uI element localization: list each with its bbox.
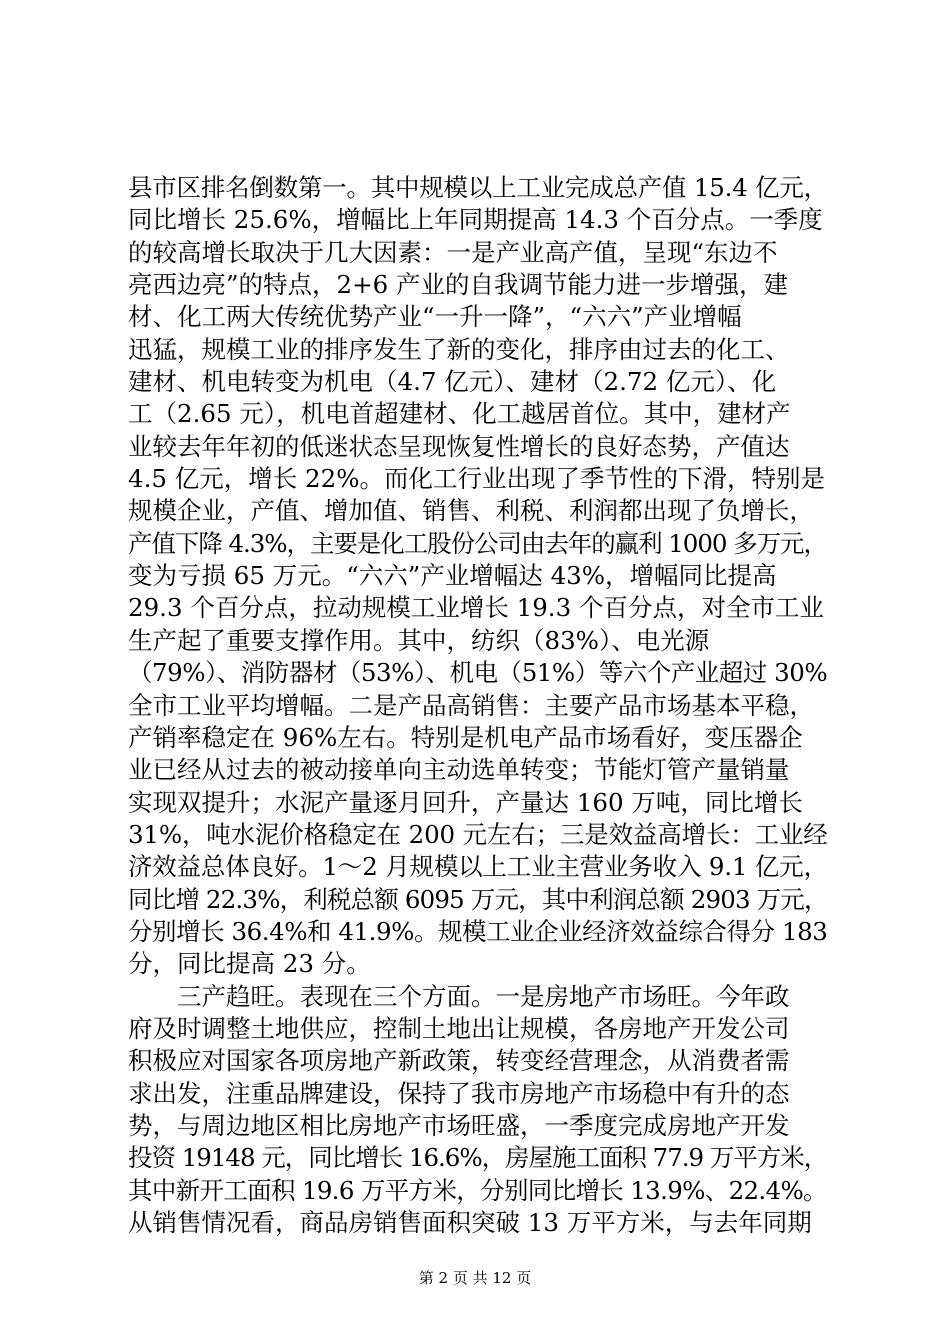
- text-line: （79%）、消防器材（53%）、机电（51%）等六个产业超过 30%: [128, 658, 828, 688]
- text-line: 其中新开工面积 19.6 万平方米，分别同比增长 13.9%、22.4%。: [128, 1175, 827, 1205]
- text-line: 迅猛，规模工业的排序发生了新的变化，排序由过去的化工、: [128, 334, 790, 364]
- text-line: 的较高增长取决于几大因素：一是产业高产值，呈现“东边不: [128, 237, 778, 267]
- text-line: 投资 19148 元，同比增长 16.6%，房屋施工面积 77.9 万平方米，: [128, 1143, 828, 1173]
- text-line: 材、化工两大传统优势产业“一升一降”，“六六”产业增幅: [128, 302, 742, 332]
- text-line: 亮西边亮”的特点，2+6 产业的自我调节能力进一步增强，建: [128, 270, 789, 300]
- text-line: 31%，吨水泥价格稳定在 200 元左右；三是效益高增长：工业经: [128, 819, 828, 849]
- text-line: 建材、机电转变为机电（4.7 亿元）、建材（2.72 亿元）、化: [128, 367, 777, 397]
- text-line: 同比增 22.3%，利税总额 6095 万元，其中利润总额 2903 万元，: [128, 884, 828, 914]
- text-line: 分，同比提高 23 分。: [128, 949, 371, 979]
- text-line: 生产起了重要支撑作用。其中，纺织（83%）、电光源: [128, 625, 710, 655]
- text-line: 势，与周边地区相比房地产市场旺盛，一季度完成房地产开发: [128, 1110, 790, 1140]
- text-line: 分别增长 36.4%和 41.9%。规模工业企业经济效益综合得分 183: [128, 916, 828, 946]
- text-line: 县市区排名倒数第一。其中规模以上工业完成总产值 15.4 亿元，: [128, 173, 828, 202]
- text-line: 工（2.65 元），机电首超建材、化工越居首位。其中，建材产: [128, 399, 791, 429]
- text-line: 产值下降 4.3%，主要是化工股份公司由去年的赢利 1000 多万元，: [128, 528, 827, 558]
- text-line: 济效益总体良好。1～2 月规模以上工业主营业务收入 9.1 亿元，: [128, 852, 828, 882]
- page-footer: 第 2 页 共 12 页: [418, 1269, 532, 1287]
- text-line: 业较去年年初的低迷状态呈现恢复性增长的良好态势，产值达: [128, 431, 790, 461]
- text-line: 4.5 亿元，增长 22%。而化工行业出现了季节性的下滑，特别是: [128, 464, 825, 494]
- text-line: 产销率稳定在 96%左右。特别是机电产品市场看好，变压器企: [128, 722, 803, 752]
- text-line: 积极应对国家各项房地产新政策，转变经营理念，从消费者需: [128, 1046, 790, 1076]
- text-line: 同比增长 25.6%，增幅比上年同期提高 14.3 个百分点。一季度: [128, 205, 823, 235]
- text-line: 29.3 个百分点，拉动规模工业增长 19.3 个百分点，对全市工业: [128, 593, 824, 623]
- text-line: 求出发，注重品牌建设，保持了我市房地产市场稳中有升的态: [128, 1078, 790, 1108]
- text-line: 规模企业，产值、增加值、销售、利税、利润都出现了负增长，: [128, 496, 814, 526]
- text-line: 三产趋旺。表现在三个方面。一是房地产市场旺。今年政: [128, 981, 790, 1011]
- text-line: 府及时调整土地供应，控制土地出让规模，各房地产开发公司: [128, 1013, 790, 1043]
- body-text: [128, 172, 828, 1239]
- text-line: 全市工业平均增幅。二是产品高销售：主要产品市场基本平稳，: [128, 690, 814, 720]
- text-line: 实现双提升；水泥产量逐月回升，产量达 160 万吨，同比增长: [128, 787, 803, 817]
- text-line: 业已经从过去的被动接单向主动选单转变；节能灯管产量销量: [128, 755, 790, 785]
- text-line: 从销售情况看，商品房销售面积突破 13 万平方米，与去年同期: [128, 1208, 812, 1237]
- text-line: 变为亏损 65 万元。“六六”产业增幅达 43%，增幅同比提高: [128, 561, 777, 591]
